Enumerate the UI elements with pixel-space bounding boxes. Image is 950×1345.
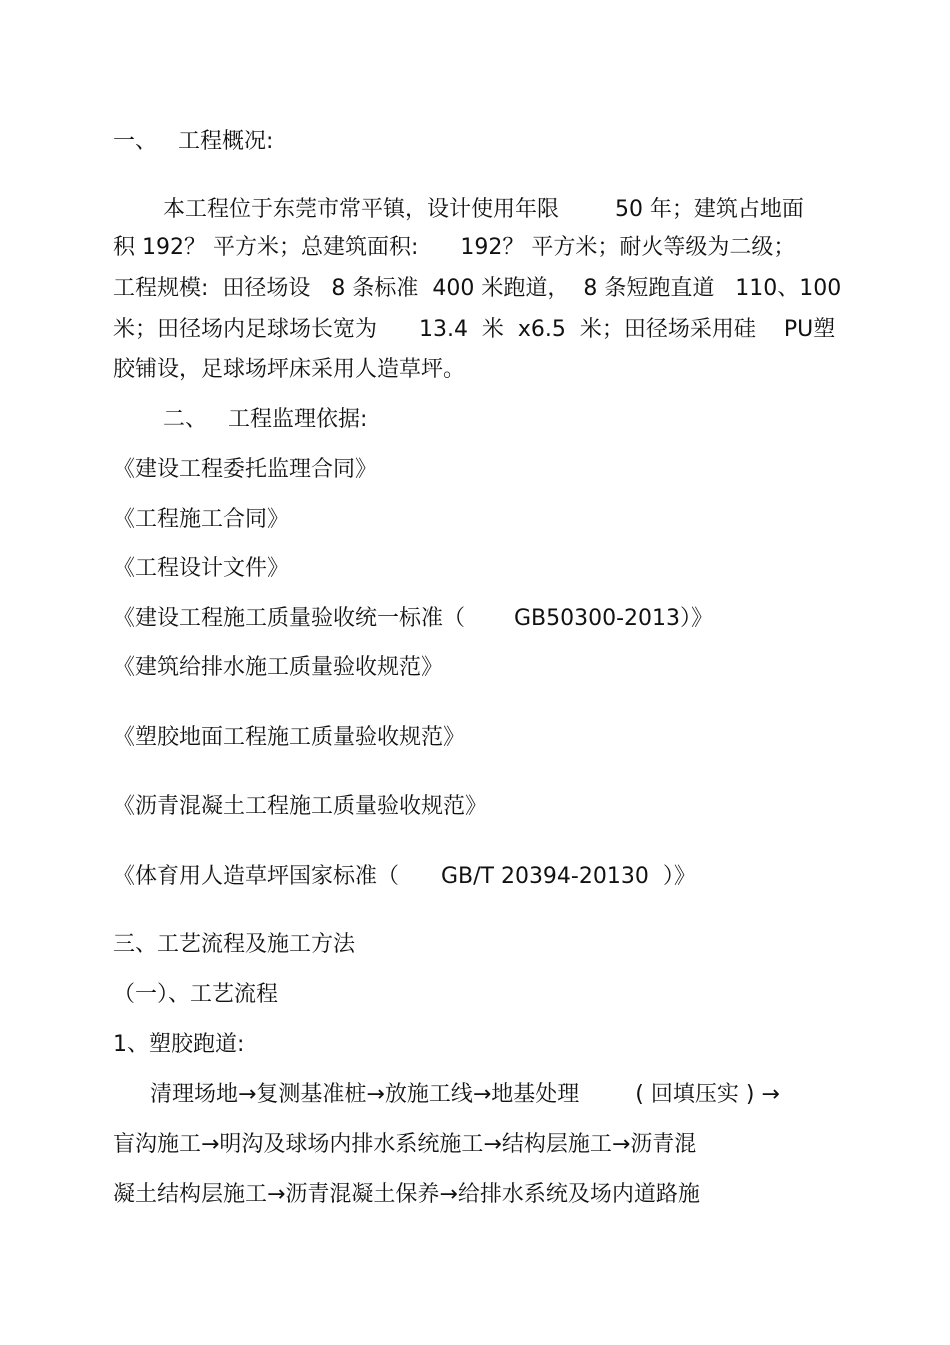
reference-item: 《建筑给排水施工质量验收规范》 (113, 655, 444, 680)
flow-line-1: 清理场地→复测基准桩→放施工线→地基处理 ( 回填压实 ) → (150, 1082, 780, 1107)
reference-item: 《工程设计文件》 (113, 556, 290, 581)
reference-item: 《建设工程施工质量验收统一标准（ GB50300-2013）》 (113, 606, 714, 631)
reference-item: 《沥青混凝土工程施工质量验收规范》 (113, 794, 488, 819)
reference-item: 《建设工程委托监理合同》 (113, 457, 378, 482)
overview-line-3: 工程规模: 田径场设 8 条标准 400 米跑道， 8 条短跑直道 110、100 (113, 276, 842, 301)
subheading-process-flow: （一）、工艺流程 (113, 982, 279, 1007)
section-heading-project-overview: 一、 工程概况: (113, 129, 274, 154)
flow-line-3: 凝土结构层施工→沥青混凝土保养→给排水系统及场内道路施 (113, 1182, 700, 1207)
flow-line-2: 盲沟施工→明沟及球场内排水系统施工→结构层施工→沥青混 (113, 1132, 697, 1157)
item-plastic-track: 1、塑胶跑道: (113, 1032, 245, 1057)
reference-item: 《塑胶地面工程施工质量验收规范》 (113, 725, 466, 750)
overview-line-1: 本工程位于东莞市常平镇，设计使用年限 50 年；建筑占地面 (163, 197, 804, 222)
overview-line-2: 积 192？ 平方米；总建筑面积: 192？ 平方米；耐火等级为二级； (113, 235, 796, 260)
section-heading-supervision-basis: 二、 工程监理依据: (163, 407, 368, 432)
reference-item: 《体育用人造草坪国家标准（ GB/T 20394-20130 ）》 (113, 864, 696, 889)
section-heading-process-methods: 三、工艺流程及施工方法 (113, 932, 356, 957)
overview-line-4: 米；田径场内足球场长宽为 13.4 米 x6.5 米；田径场采用硅 PU塑 (113, 317, 836, 342)
overview-line-5: 胶铺设，足球场坪床采用人造草坪。 (113, 357, 466, 382)
reference-item: 《工程施工合同》 (113, 507, 290, 532)
